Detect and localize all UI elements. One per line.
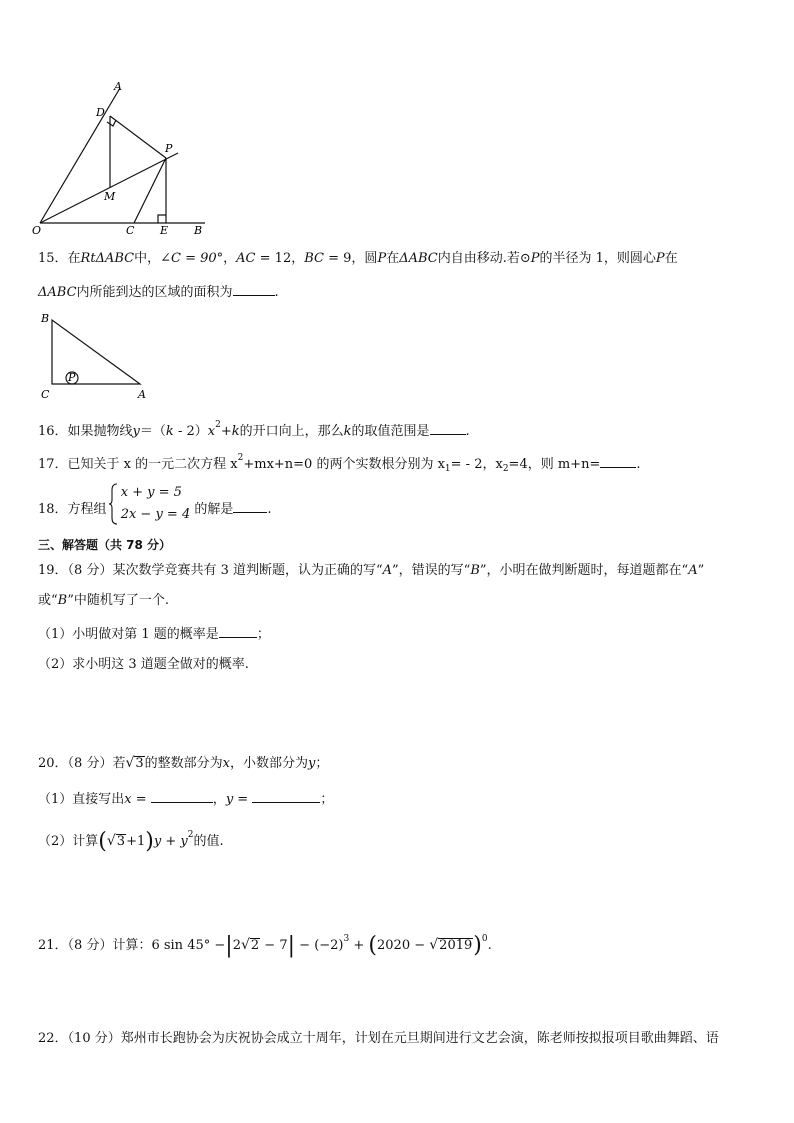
- answer-blank[interactable]: [600, 454, 636, 468]
- paren-left-icon: (: [98, 829, 107, 854]
- question-20: 20．（8 分）若√3的整数部分为x，小数部分为y；: [38, 755, 329, 771]
- sqrt-icon: √: [429, 937, 439, 953]
- figure-angle-diagram: [30, 78, 220, 238]
- label-p: P: [165, 142, 173, 155]
- label-b: B: [41, 312, 50, 325]
- paren-right-icon: ): [145, 829, 154, 854]
- triangle-abc: [52, 320, 140, 384]
- label-c: C: [41, 388, 50, 401]
- sqrt-icon: √: [106, 833, 116, 849]
- abs-bar-left-icon: |: [225, 933, 233, 958]
- section-title: 三、解答题（共 78 分）: [38, 538, 172, 552]
- answer-blank[interactable]: [219, 624, 257, 638]
- label-p: P: [68, 371, 76, 384]
- label-a: A: [138, 388, 146, 401]
- right-angle-e: [158, 215, 166, 223]
- question-16: 16．如果抛物线$y=(k - 2)x^2+k$的开口向上，那么k的取值范围是 .: [38, 420, 470, 439]
- question-18: 18．方程组 x + y = 5 2x − y = 4 的解是 .: [38, 482, 272, 537]
- segment-dp: [110, 116, 166, 158]
- paren-right-icon: ): [473, 933, 482, 958]
- paren-left-icon: (: [368, 933, 377, 958]
- question-20-part-2: （2）计算$(√3+1)y + y^2$的值.: [38, 829, 224, 854]
- sqrt-icon: √: [240, 937, 250, 953]
- question-21: 21．（8 分）计算：6 $\sin 45^\circ -|2√2 - 7| - (-2)^3 + (2020 - √2019)^0$.: [38, 933, 492, 958]
- question-15-line-2: ΔABC内所能到达的区域的面积为 .: [38, 282, 279, 302]
- question-15-line-1: 15．在RtΔABC中，∠C = 90°，AC = 12，BC = 9，圆P在ΔABC内自由移动.若⊙P的半径为 1，则圆心P在: [38, 251, 678, 266]
- label-e: E: [160, 224, 169, 237]
- label-m: M: [104, 190, 116, 203]
- question-20-part-1: （1）直接写出x = ，y = ；: [38, 789, 333, 809]
- figure-right-triangle: [36, 308, 156, 403]
- answer-blank[interactable]: [233, 499, 267, 513]
- question-17: 17．已知关于 x 的一元二次方程 $x^2+mx+n=0$ 的两个实数根分别为 $x_1= - 2$，$x_2=4$，则 m+n= .: [38, 453, 641, 474]
- sqrt-icon: √: [125, 755, 135, 771]
- label-o: O: [32, 224, 42, 237]
- label-d: D: [96, 106, 105, 119]
- answer-blank-x[interactable]: [151, 789, 213, 803]
- label-b: B: [194, 224, 203, 237]
- answer-blank[interactable]: [430, 421, 466, 435]
- label-a: A: [114, 80, 122, 93]
- question-19-part-1: （1）小明做对第 1 题的概率是 ；: [38, 624, 270, 644]
- question-19-part-2: （2）求小明这 3 道题全做对的概率.: [38, 657, 249, 672]
- equation-system: x + y = 5 2x − y = 4: [111, 482, 191, 537]
- answer-blank-y[interactable]: [252, 789, 320, 803]
- answer-blank[interactable]: [233, 282, 275, 296]
- abs-bar-right-icon: |: [287, 933, 296, 958]
- label-c: C: [126, 224, 135, 237]
- question-22-line-1: 22．（10 分）郑州市长跑协会为庆祝协会成立十周年，计划在元旦期间进行文艺会演，陈老师按拟报项目歌曲舞蹈、语: [38, 1031, 719, 1046]
- brace-icon: [109, 482, 119, 526]
- question-19-line-2: 或“B”中随机写了一个.: [38, 593, 169, 608]
- question-19-line-1: 19．（8 分）某次数学竞赛共有 3 道判断题，认为正确的写“A”，错误的写“B”，小明在做判断题时，每道题都在“A”: [38, 563, 705, 578]
- right-angle-d: [107, 120, 116, 126]
